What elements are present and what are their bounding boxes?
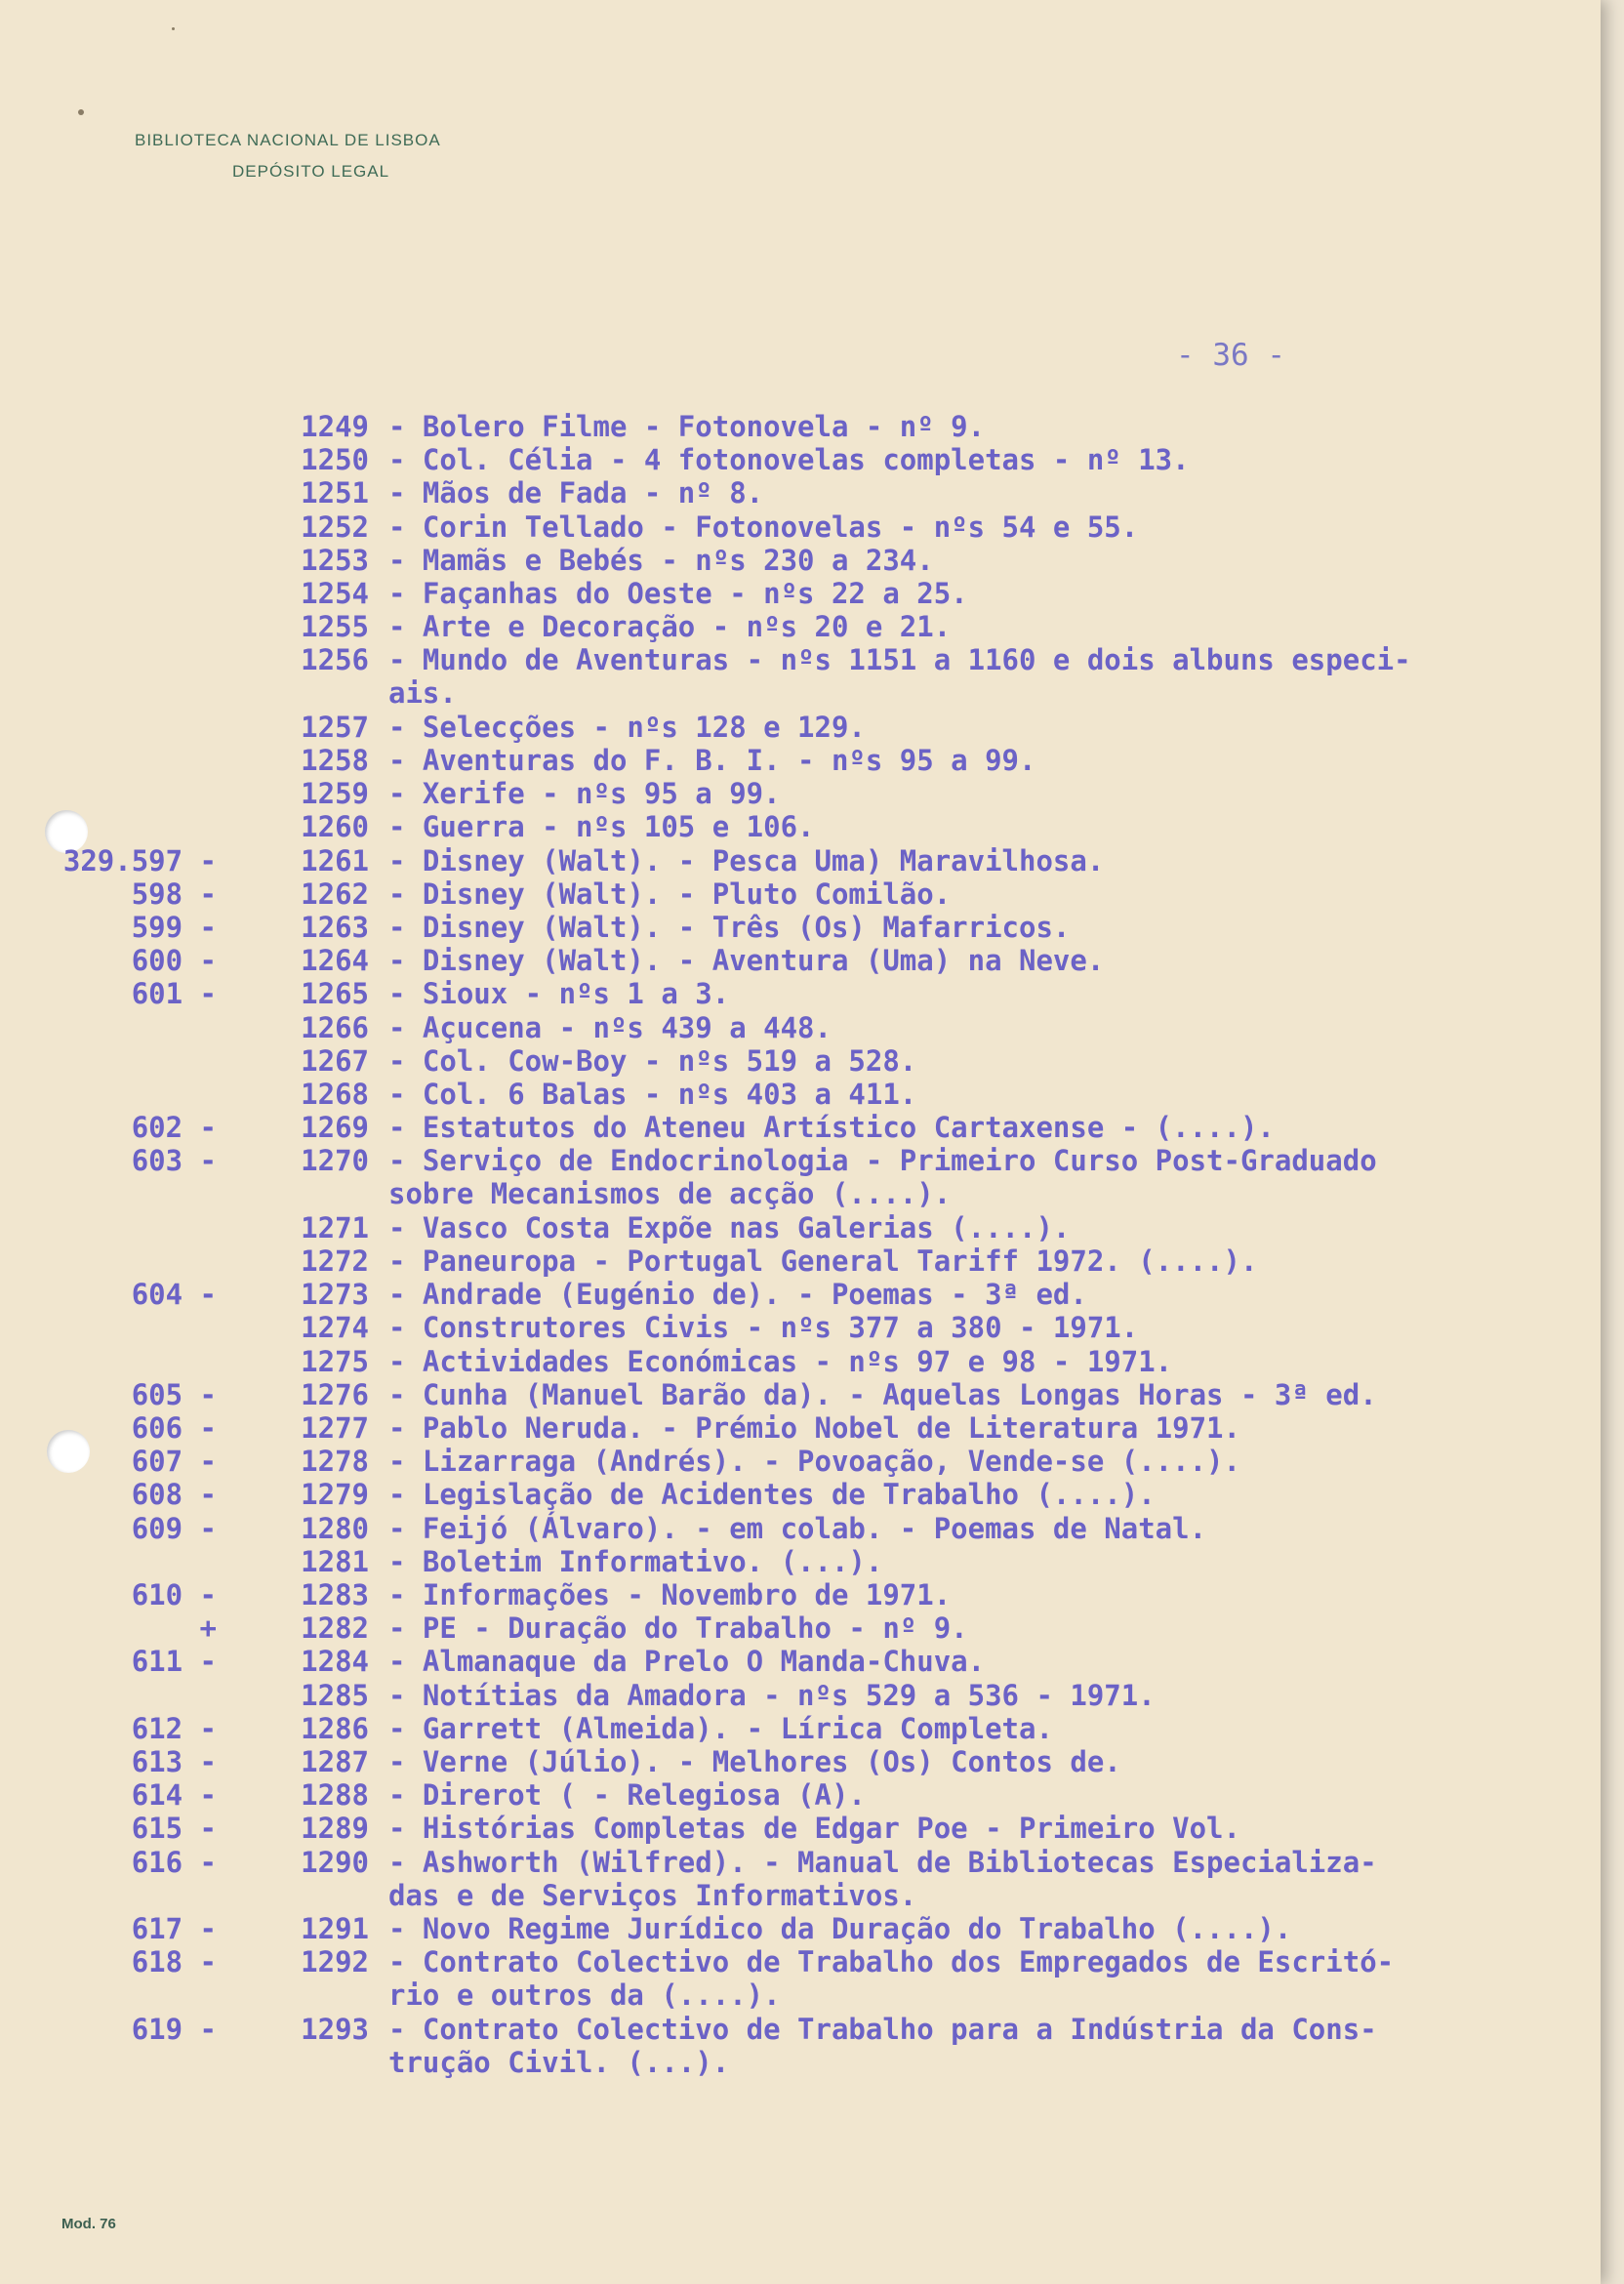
institution-header: BIBLIOTECA NACIONAL DE LISBOA — [135, 131, 441, 149]
entry-title: - Pablo Neruda. - Prémio Nobel de Literatura 1971. — [388, 1411, 1240, 1445]
entry-number: 1275 — [301, 1344, 369, 1378]
call-number: 601 - — [131, 977, 217, 1011]
entry-title: - Verne (Júlio). - Melhores (Os) Contos de. — [388, 1745, 1121, 1778]
entry-title: - Andrade (Eugénio de). - Poemas - 3ª ed. — [388, 1278, 1087, 1312]
entry-title: - Notítias da Amadora - nºs 529 a 536 - 1971. — [388, 1678, 1156, 1712]
entry-number: 1287 — [301, 1745, 369, 1778]
entry-title: - Selecções - nºs 128 e 129. — [388, 710, 866, 744]
entry-title: - Guerra - nºs 105 e 106. — [388, 810, 815, 844]
entry-number: 1282 — [301, 1611, 369, 1646]
call-number: 614 - — [131, 1778, 217, 1813]
call-number: 605 - — [131, 1377, 217, 1411]
entry-title: - Actividades Económicas - nºs 97 e 98 - 1971. — [388, 1344, 1173, 1378]
call-number: 604 - — [131, 1278, 217, 1312]
entry-title: - PE - Duração do Trabalho - nº 9. — [388, 1611, 968, 1646]
call-number: + — [199, 1611, 217, 1646]
entry-title: - Feijó (Álvaro). - em colab. - Poemas de Natal. — [388, 1511, 1207, 1545]
entry-number: 1269 — [301, 1111, 369, 1145]
call-number: 329.597 - — [62, 843, 217, 877]
ink-speck — [172, 27, 175, 30]
call-number: 602 - — [131, 1111, 217, 1145]
entry-title: - Col. 6 Balas - nºs 403 a 411. — [388, 1078, 917, 1111]
entry-title: - Garrett (Almeida). - Lírica Completa. — [388, 1711, 1053, 1745]
entry-number: 1256 — [301, 643, 369, 677]
call-number: 599 - — [131, 911, 217, 944]
entry-number: 1283 — [301, 1578, 369, 1611]
call-number: 600 - — [131, 944, 217, 978]
entry-title: - Legislação de Acidentes de Trabalho (....). — [388, 1478, 1156, 1512]
call-number: 610 - — [131, 1578, 217, 1611]
call-number: 619 - — [131, 2012, 217, 2046]
entry-title: - Disney (Walt). - Aventura (Uma) na Neve. — [388, 944, 1105, 978]
entry-title: - Açucena - nºs 439 a 448. — [388, 1010, 832, 1044]
entry-number: 1293 — [301, 2012, 369, 2046]
entry-title-continuation: sobre Mecanismos de acção (....). — [388, 1177, 952, 1211]
call-number: 609 - — [131, 1511, 217, 1545]
entry-title: - Façanhas do Oeste - nºs 22 a 25. — [388, 577, 968, 610]
entry-title: - Mãos de Fada - nº 8. — [388, 476, 764, 510]
call-number: 617 - — [131, 1912, 217, 1945]
entry-title: - Col. Cow-Boy - nºs 519 a 528. — [388, 1043, 917, 1078]
entry-number: 1252 — [301, 510, 369, 544]
entry-number: 1270 — [301, 1144, 369, 1178]
entry-title: - Almanaque da Prelo O Manda-Chuva. — [388, 1645, 986, 1679]
entry-number: 1249 — [301, 410, 369, 443]
entry-number: 1278 — [301, 1445, 369, 1479]
entry-title: - Histórias Completas de Edgar Poe - Primeiro Vol. — [388, 1812, 1240, 1846]
entry-title: - Vasco Costa Expõe nas Galerias (....). — [388, 1210, 1071, 1244]
entry-title-continuation: trução Civil. (...). — [388, 2045, 730, 2079]
entry-number: 1257 — [301, 710, 369, 744]
entry-title: - Arte e Decoração - nºs 20 e 21. — [388, 610, 952, 644]
entry-title: - Cunha (Manuel Barão da). - Aquelas Longas Horas - 3ª ed. — [388, 1377, 1377, 1411]
form-code: Mod. 76 — [61, 2216, 116, 2232]
entry-number: 1289 — [301, 1812, 369, 1846]
entry-number: 1279 — [301, 1478, 369, 1512]
entry-number: 1260 — [301, 810, 369, 844]
entry-title: - Col. Célia - 4 fotonovelas completas - nº 13. — [388, 443, 1190, 477]
entry-number: 1265 — [301, 977, 369, 1011]
entry-title: - Serviço de Endocrinologia - Primeiro Curso Post-Graduado — [388, 1144, 1377, 1178]
call-number: 615 - — [131, 1812, 217, 1846]
ink-speck — [78, 109, 84, 115]
entry-number: 1284 — [301, 1645, 369, 1679]
entry-number: 1263 — [301, 911, 369, 944]
entry-title: - Contrato Colectivo de Trabalho dos Empregados de Escritó- — [388, 1945, 1395, 1979]
entry-number: 1281 — [301, 1544, 369, 1578]
entry-title: - Direrot ( - Relegiosa (A). — [388, 1778, 866, 1813]
entry-number: 1266 — [301, 1010, 369, 1044]
entry-number: 1261 — [301, 843, 369, 877]
call-number: 616 - — [131, 1845, 217, 1879]
entry-number: 1272 — [301, 1244, 369, 1278]
entry-number: 1251 — [301, 476, 369, 510]
entry-number: 1292 — [301, 1945, 369, 1979]
entry-number: 1271 — [301, 1210, 369, 1244]
entry-title: - Corin Tellado - Fotonovelas - nºs 54 e 55. — [388, 510, 1139, 544]
entry-title: - Bolero Filme - Fotonovela - nº 9. — [388, 410, 986, 443]
call-number: 607 - — [131, 1445, 217, 1479]
entry-number: 1286 — [301, 1711, 369, 1745]
entry-title: - Mamãs e Bebés - nºs 230 a 234. — [388, 543, 934, 577]
entry-title: - Sioux - nºs 1 a 3. — [388, 977, 730, 1011]
entry-number: 1274 — [301, 1311, 369, 1345]
entry-title: - Ashworth (Wilfred). - Manual de Bibliotecas Especializa- — [388, 1845, 1377, 1879]
call-number: 608 - — [131, 1478, 217, 1512]
entry-title: - Disney (Walt). - Três (Os) Mafarricos. — [388, 911, 1071, 944]
entry-number: 1290 — [301, 1845, 369, 1879]
entry-title: - Lizarraga (Andrés). - Povoação, Vende-se (....). — [388, 1445, 1240, 1479]
call-number: 611 - — [131, 1645, 217, 1679]
entry-number: 1253 — [301, 543, 369, 577]
entry-number: 1273 — [301, 1278, 369, 1312]
entry-number: 1255 — [301, 610, 369, 644]
entry-title: - Mundo de Aventuras - nºs 1151 a 1160 e dois albuns especi- — [388, 643, 1411, 677]
page-number: - 36 - — [1176, 338, 1285, 373]
entry-number: 1264 — [301, 944, 369, 978]
entry-title-continuation: das e de Serviços Informativos. — [388, 1878, 917, 1912]
entry-number: 1277 — [301, 1411, 369, 1445]
entry-number: 1250 — [301, 443, 369, 477]
entry-title: - Boletim Informativo. (...). — [388, 1544, 883, 1578]
department-header: DEPÓSITO LEGAL — [232, 162, 390, 181]
entry-title: - Construtores Civis - nºs 377 a 380 - 1971. — [388, 1311, 1139, 1345]
entry-title: - Informações - Novembro de 1971. — [388, 1578, 952, 1611]
entry-title: - Disney (Walt). - Pesca Uma) Maravilhosa. — [388, 843, 1105, 877]
call-number: 612 - — [131, 1711, 217, 1745]
entry-number: 1262 — [301, 877, 369, 911]
entry-number: 1276 — [301, 1377, 369, 1411]
call-number: 606 - — [131, 1411, 217, 1445]
entry-title-continuation: rio e outros da (....). — [388, 1978, 781, 2013]
call-number: 598 - — [131, 877, 217, 911]
entry-title: - Aventuras do F. B. I. - nºs 95 a 99. — [388, 744, 1036, 777]
entry-title: - Novo Regime Jurídico da Duração do Trabalho (....). — [388, 1912, 1292, 1945]
entry-title: - Paneuropa - Portugal General Tariff 1972. (....). — [388, 1244, 1258, 1278]
entry-title: - Xerife - nºs 95 a 99. — [388, 777, 781, 811]
entry-number: 1258 — [301, 744, 369, 777]
entry-number: 1285 — [301, 1678, 369, 1712]
entry-title: - Estatutos do Ateneu Artístico Cartaxense - (....). — [388, 1111, 1275, 1145]
call-number: 613 - — [131, 1745, 217, 1778]
entry-title: - Disney (Walt). - Pluto Comilão. — [388, 877, 952, 911]
entry-title-continuation: ais. — [388, 676, 457, 711]
entry-number: 1288 — [301, 1778, 369, 1813]
entry-number: 1268 — [301, 1078, 369, 1111]
entry-number: 1291 — [301, 1912, 369, 1945]
entry-number: 1259 — [301, 777, 369, 811]
entry-number: 1280 — [301, 1511, 369, 1545]
call-number: 603 - — [131, 1144, 217, 1178]
entry-title: - Contrato Colectivo de Trabalho para a Indústria da Cons- — [388, 2012, 1377, 2046]
entry-number: 1267 — [301, 1043, 369, 1078]
call-number: 618 - — [131, 1945, 217, 1979]
entry-number: 1254 — [301, 577, 369, 610]
